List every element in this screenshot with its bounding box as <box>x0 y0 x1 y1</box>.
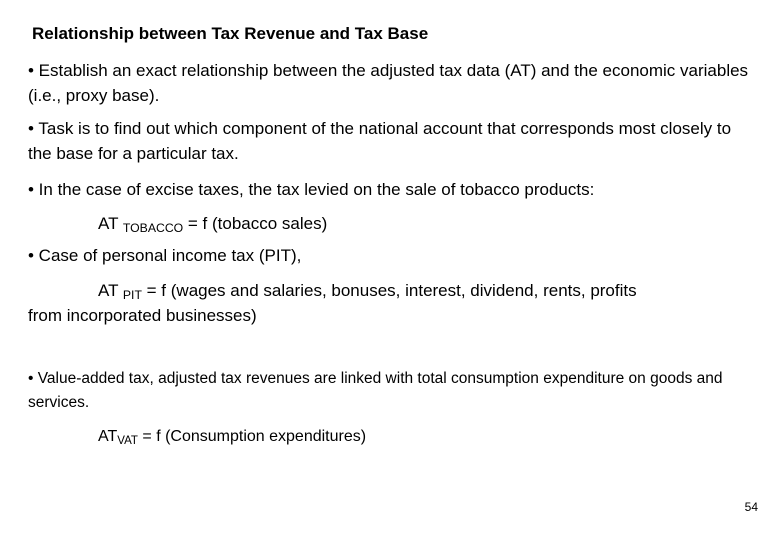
equation-vat <box>98 424 366 454</box>
equation-tobacco <box>98 211 327 241</box>
equation-pit-rest: = f (wages and salaries, bonuses, interest, dividend, rents, profits <box>141 281 637 300</box>
bullet-personal-income-tax: • Case of personal income tax (PIT), <box>28 246 302 265</box>
equation-vat-rest: = f (Consumption expenditures) <box>137 428 367 445</box>
equation-tobacco-prefix: AT <box>98 214 123 233</box>
slide-title: Relationship between Tax Revenue and Tax Base <box>32 24 429 43</box>
equation-vat-subscript: VAT <box>117 434 138 447</box>
bullet-excise-taxes: • In the case of excise taxes, the tax levied on the sale of tobacco products: <box>28 180 595 199</box>
bullet-national-account: • Task is to find out which component of the national account that corresponds most closely to the base for a particular tax. <box>28 119 732 163</box>
equation-vat-prefix: AT <box>98 428 118 445</box>
bullet-exact-relationship: • Establish an exact relationship between the adjusted tax data (AT) and the economic variables (i.e., proxy base). <box>28 61 749 105</box>
equation-pit-prefix: AT <box>98 281 123 300</box>
page-number: 54 <box>744 500 758 514</box>
equation-tobacco-rest: = f (tobacco sales) <box>183 214 328 233</box>
bullet-value-added-tax: • Value-added tax, adjusted tax revenues are linked with total consumption expenditure on goods and services. <box>28 370 723 411</box>
equation-pit-subscript: PIT <box>122 288 142 303</box>
equation-pit-continuation: from incorporated businesses) <box>28 306 257 325</box>
equation-tobacco-subscript: TOBACCO <box>122 221 184 236</box>
